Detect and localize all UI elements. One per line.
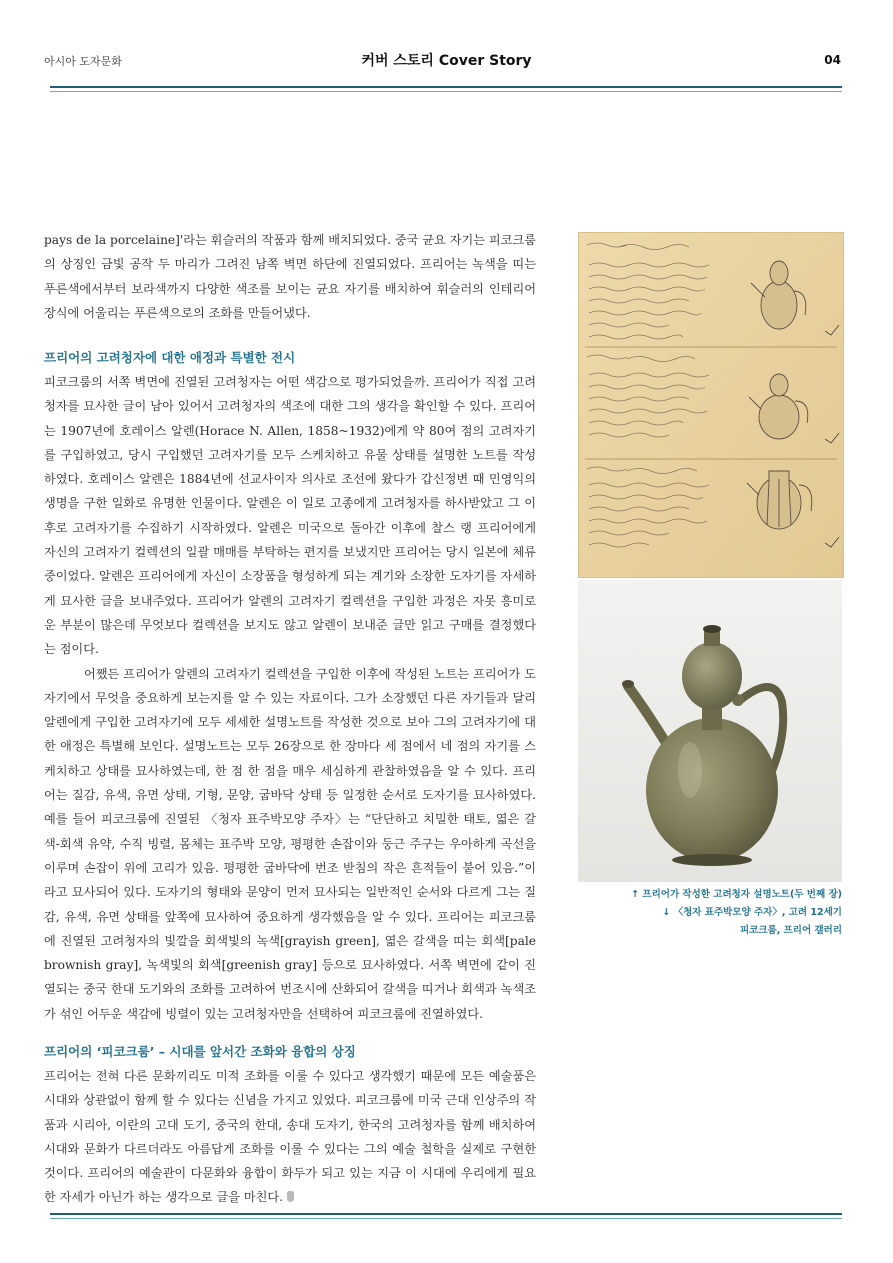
section-2-heading: 프리어의 ‘피코크룸’ – 시대를 앞서간 조화와 융합의 상징 xyxy=(44,1044,356,1059)
section-1-heading: 프리어의 고려청자에 대한 애정과 특별한 전시 xyxy=(44,350,296,365)
caption-line-2: ↓ 〈청자 표주박모양 주자〉, 고려 12세기 xyxy=(662,907,842,918)
section-title: 커버 스토리 Cover Story xyxy=(361,53,532,69)
section-2-paragraph xyxy=(44,1064,536,1210)
celadon-ewer-photo xyxy=(578,580,842,882)
intro-paragraph: pays de la porcelaine]'라는 휘슬러의 작품과 함께 배치되었다. 중국 균요 자기는 피코크룸의 상징인 금빛 공작 두 마리가 그려진 남쪽 벽면 하단에 진열되었다. 프리어는 녹색을 띠는 푸른색에서부터 보라색까지 다양한 색조를 보이는 균요 자기를 배치하여 휘슬러의 인테리어 장식에 어울리는 푸른색으로의 조화를 만들어냈다. xyxy=(44,233,536,320)
caption-line-3: 피코크룸, 프리어 갤러리 xyxy=(740,925,842,936)
section-1-paragraph-2: 어쨌든 프리어가 알렌의 고려자기 컬렉션을 구입한 이후에 작성된 노트는 프리어가 도자기에서 무엇을 중요하게 보는지를 알 수 있는 자료이다. 그가 소장했던 다른 자기들과 달리 알렌에게 구입한 고려자기에 모두 세세한 설명노트를 작성한 것으로 보아 그의 고려자기에 대한 애정은 특별해 보인다. 설명노트는 모두 26장으로 한 장마다 세 점에서 네 점의 자기를 스케치하고 상태를 묘사하였는데, 한 점 한 점을 매우 세심하게 관찰하였음을 알 수 있다. 프리어는 질감, 유색, 유면 상태, 기형, 문양, 굽바닥 상태 등 일정한 순서로 도자기를 묘사하였다. 예를 들어 피코크룸에 진열된 〈청자 표주박모양 주자〉는 “단단하고 치밀한 태토, 엷은 갈색-회색 유약, 수직 빙렬, 몸체는 표주박 모양, 평평한 손잡이와 둥근 주구는 우아하게 곡선을 이루며 손잡이 위에 고리가 있음. 평평한 굽바닥에 번조 받침의 작은 흔적들이 붙어 있음.”이라고 묘사되어 있다. 도자기의 형태와 문양이 먼저 묘사되는 일반적인 순서와 다르게 그는 질감, 유색, 유면 상태를 앞쪽에 묘사하여 중요하게 생각했음을 알 수 있다. 프리어는 피코크룸에 진열된 고려청자의 빛깔을 회색빛의 녹색[grayish green], 엷은 갈색을 띠는 회색[pale brownish gray], 녹색빛의 회색[greenish gray] 등으로 묘사하였다. 서쪽 벽면에 같이 진열되는 중국 한대 도기와의 조화를 고려하여 번조시에 산화되어 갈색을 띠거나 회색과 녹색조가 섞인 어두운 색감에 빙렬이 있는 고려청자만을 선택하여 피코크룸에 진열하였다. xyxy=(44,666,536,1021)
section-2 xyxy=(44,1040,536,1210)
header-rule-thin xyxy=(50,91,842,92)
footer-rule xyxy=(50,1213,842,1215)
section-2-text: 프리어는 전혀 다른 문화끼리도 미적 조화를 이룰 수 있다고 생각했기 때문에 모든 예술품은 시대와 상관없이 함께 할 수 있다는 신념을 가지고 있었다. 피코크룸에 미국 근대 인상주의 작품과 시리아, 이란의 고대 도기, 중국의 한대, 송대 도자기, 한국의 고려청자를 함께 배치하여 시대와 문화가 다르더라도 아름답게 조화를 이룰 수 있다는 그의 예술 철학을 실제로 구현한 것이다. 프리어의 예술관이 다문화와 융합이 화두가 되고 있는 지금 이 시대에 우리에게 필요한 자세가 아닌가 하는 생각으로 글을 마친다. xyxy=(44,1069,536,1205)
intro-block xyxy=(44,228,536,325)
end-mark-icon xyxy=(287,1191,294,1202)
section-1-paragraph-1: 피코크룸의 서쪽 벽면에 진열된 고려청자는 어떤 색감으로 평가되었을까. 프리어가 직접 고려청자를 묘사한 글이 남아 있어서 고려청자의 색조에 대한 그의 생각을 확인할 수 있다. 프리어는 1907년에 호레이스 알렌(Horace N. Allen, 1858~1932)에게 약 80여 점의 고려자기를 구입하였고, 당시 구입했던 고려자기를 모두 스케치하고 유물 상태를 설명한 노트를 작성하였다. 호레이스 알렌은 1884년에 선교사이자 의사로 조선에 왔다가 갑신정변 때 민영익의 생명을 구한 일화로 유명한 인물이다. 알렌은 이 일로 고종에게 고려청자를 하사받았고 그 이후로 고려자기를 수집하기 시작하였다. 알렌은 미국으로 돌아간 이후에 찰스 랭 프리어에게 자신의 고려자기 컬렉션의 일괄 매매를 부탁하는 편지를 보냈지만 프리어는 당시 일본에 체류 중이었다. 알렌은 프리어에게 자신이 소장품을 형성하게 되는 계기와 소장한 도자기를 자세하게 묘사한 글을 보내주었다. 프리어가 알렌의 고려자기 컬렉션을 구입한 과정은 자못 흥미로운 부분이 많은데 무엇보다 컬렉션을 보지도 않고 알렌이 보내준 글만 읽고 구매를 결정했다는 점이다. xyxy=(44,375,536,657)
notes-drawing xyxy=(579,233,843,577)
celadon-ewer-drawing xyxy=(578,580,842,882)
publication-name: 아시아 도자문화 xyxy=(44,55,122,68)
caption-line-1: ↑ 프리어가 작성한 고려청자 설명노트(두 번째 장) xyxy=(631,889,842,900)
page-header xyxy=(0,0,893,100)
header-rule xyxy=(50,86,842,88)
figure-caption xyxy=(560,886,842,940)
page-number: 04 xyxy=(824,53,841,67)
section-1 xyxy=(44,346,536,1026)
footer-rule-thin xyxy=(50,1218,842,1219)
notes-photo xyxy=(578,232,844,578)
